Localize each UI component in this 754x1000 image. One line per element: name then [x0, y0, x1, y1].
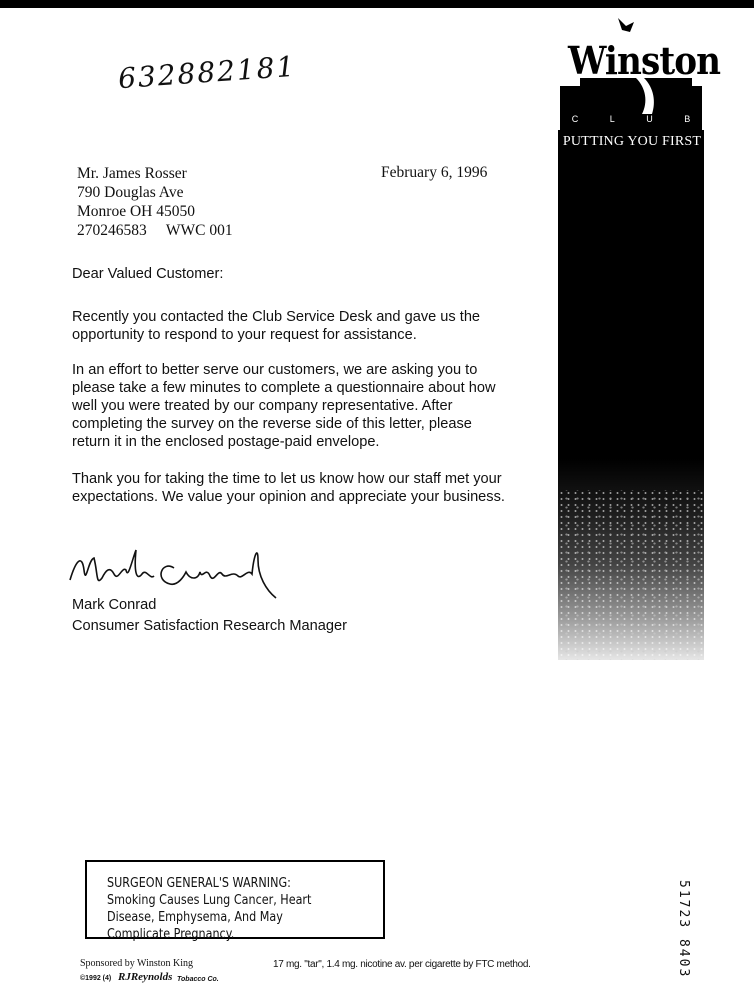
brand-tagline: PUTTING YOU FIRST: [562, 134, 702, 149]
sponsor-line: Sponsored by Winston King: [80, 958, 194, 969]
letter-date: February 6, 1996: [381, 164, 488, 181]
recipient-city: Monroe OH 45050: [77, 203, 195, 220]
speckle-texture: [558, 490, 704, 660]
brand-panel: [558, 130, 704, 660]
club-letters: C L U B: [571, 114, 691, 124]
top-border: [0, 0, 754, 8]
salutation: Dear Valued Customer:: [72, 266, 224, 282]
surgeon-general-warning: [85, 860, 385, 942]
side-document-code: 51723 8403: [676, 880, 691, 979]
brand-logo-text: Winston: [568, 38, 721, 83]
recipient-name: Mr. James Rosser: [77, 165, 187, 182]
signer-title: Consumer Satisfaction Research Manager: [72, 618, 347, 634]
tar-nicotine-notice: 17 mg. "tar", 1.4 mg. nicotine av. per cigarette by FTC method.: [273, 959, 531, 970]
recipient-address: [77, 164, 233, 240]
company-logo-script: RJReynolds: [118, 971, 173, 983]
letter-paragraph: Recently you contacted the Club Service Desk and gave us the opportunity to respond to your request for assistance.: [72, 309, 481, 343]
winston-club-logo: [556, 18, 721, 133]
warning-text: [107, 875, 341, 943]
handwritten-document-id: 632882181: [117, 49, 298, 96]
signer-name: Mark Conrad: [72, 597, 157, 613]
letter-paragraph: Thank you for taking the time to let us know how our staff met your expectations. We value your opinion and appreciate your business.: [72, 471, 505, 505]
warning-body: Smoking Causes Lung Cancer, Heart Disease, Emphysema, And May Complicate Pregnancy.: [107, 893, 312, 942]
recipient-account: 270246583 WWC 001: [77, 222, 233, 239]
letter-paragraph: In an effort to better serve our customers, we are asking you to please take a few minutes to complete a questionnaire about how well you were treated by our company representative. After completing the survey on the reverse side of this letter, please return it in the enclosed postage-paid envelope.: [72, 362, 496, 450]
company-suffix: Tobacco Co.: [177, 976, 219, 983]
recipient-street: 790 Douglas Ave: [77, 184, 184, 201]
copyright: ©1992 (4): [80, 975, 112, 982]
warning-lead: SURGEON GENERAL'S WARNING:: [107, 876, 291, 891]
